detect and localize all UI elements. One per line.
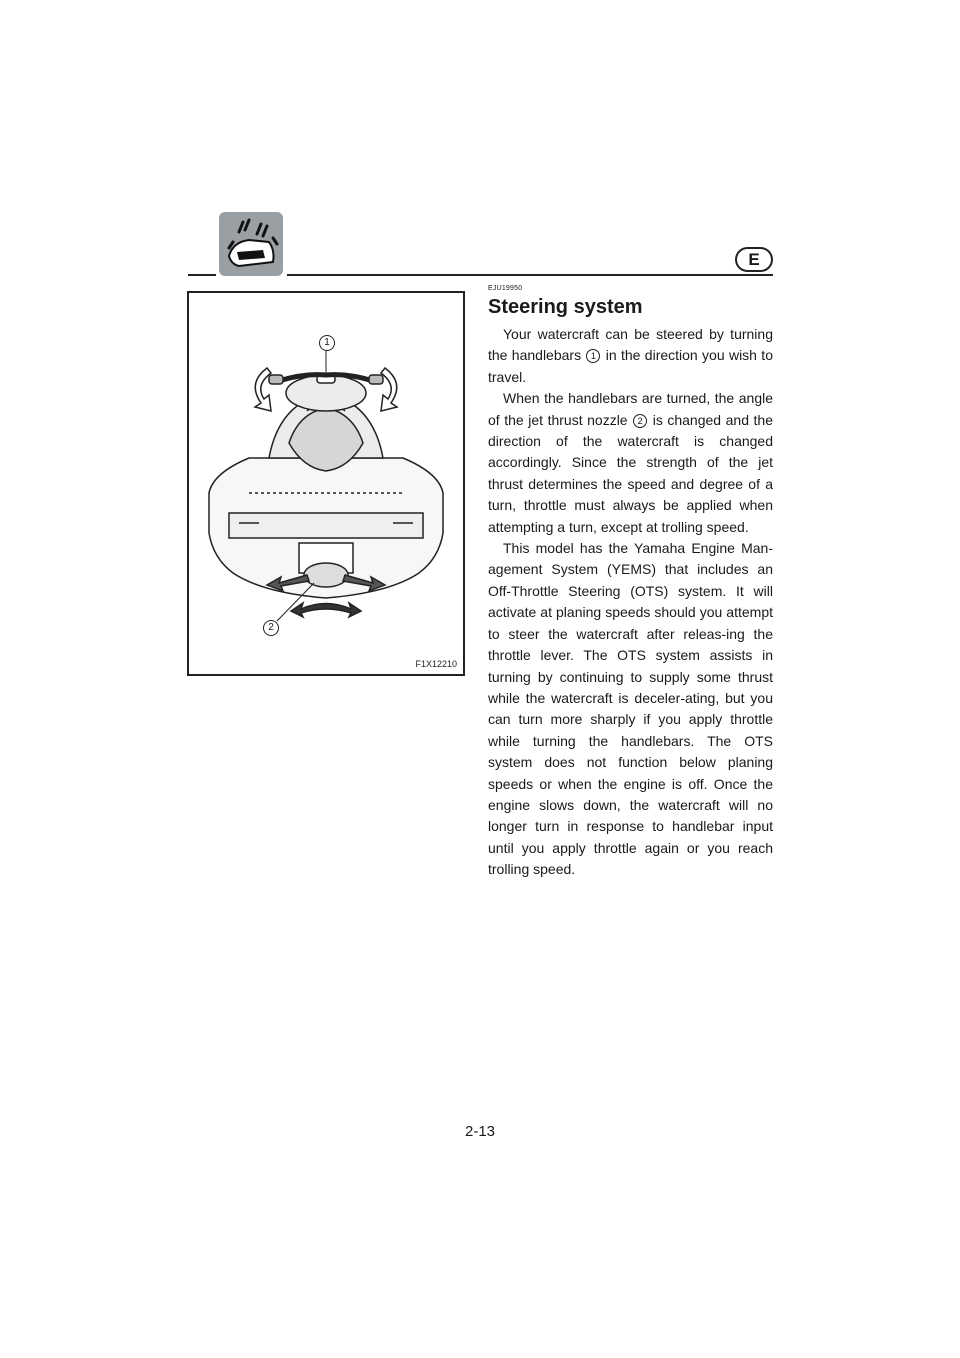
paragraph-1 [488, 324, 773, 388]
figure-code: F1X12210 [415, 659, 457, 669]
page-number: 2-13 [464, 1123, 496, 1140]
header-rule-right [287, 274, 773, 276]
steering-illustration [187, 291, 465, 676]
reference-2: 2 [633, 414, 647, 428]
callout-2: 2 [263, 620, 279, 636]
paragraph-2 [488, 388, 773, 538]
paragraph-2-text-a: When the handlebars are turned, the angle of the jet thrust nozzle [488, 390, 773, 428]
paragraph-1-text-b: in the direction you wish to travel. [488, 347, 773, 385]
callout-1: 1 [319, 335, 335, 351]
section-content [488, 285, 773, 881]
paragraph-1-text-a: Your watercraft can be steered by turning the handlebars [488, 326, 773, 364]
language-badge: E [735, 247, 773, 272]
paragraph-2-text-b: is changed and the direction of the watercraft is changed accordingly. Since the strength of the jet thrust determines the speed and degree of a turn, throttle must always be applied when attempting a turn, except at trolling speed. [488, 411, 773, 535]
header-rule-left [188, 274, 216, 276]
reference-1: 1 [586, 349, 600, 363]
paragraph-3: This model has the Yamaha Engine Man-agement System (YEMS) that includes an Off-Throttle Steering (OTS) system. It will activate at planing speeds should you attempt to steer the watercraft after releas-ing the throttle lever. The OTS system assists in turning by continuing to supply some thrust while the watercraft is deceler-ating, but you can turn more sharply if you apply throttle while turning the handlebars. The OTS system does not function below planing speeds or when the engine is off. Once the engine slows down, the watercraft will no longer turn in response to handlebar input until you apply throttle again or you reach trolling speed. [488, 540, 773, 878]
document-code: EJU19950 [488, 285, 523, 292]
jetski-waves-icon [219, 212, 283, 276]
section-title: Steering system [488, 296, 643, 318]
